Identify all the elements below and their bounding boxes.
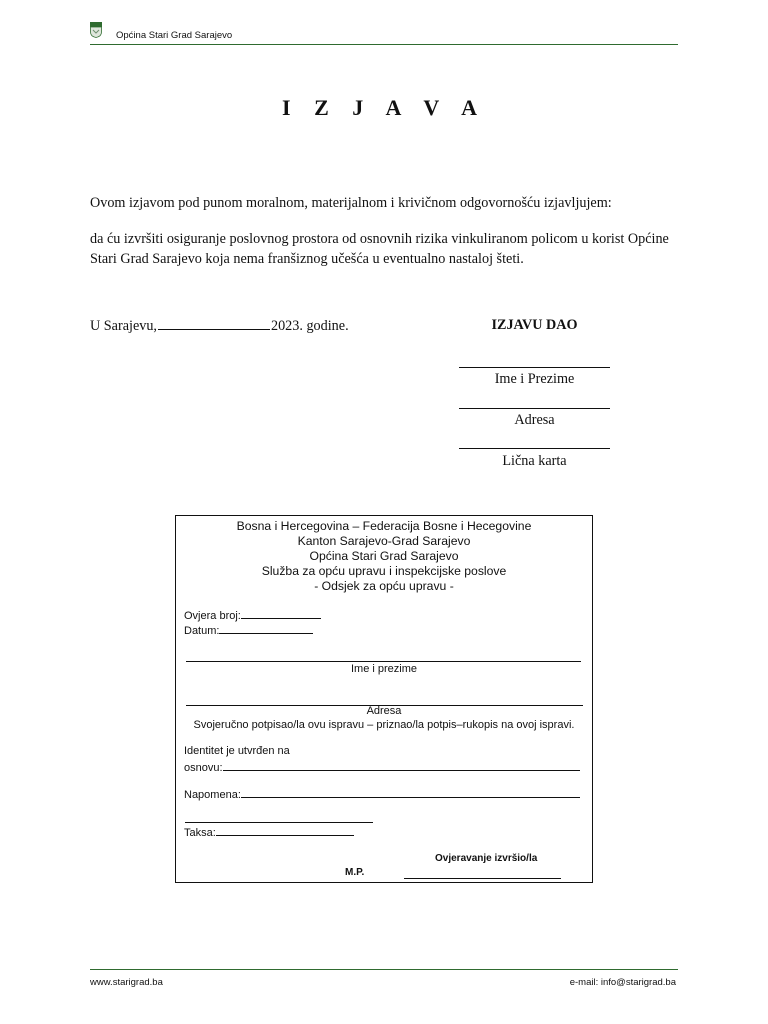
place-date-line — [90, 317, 349, 335]
signature-label-address: Adresa — [514, 412, 555, 428]
address-label: Adresa — [366, 705, 402, 717]
tax-field — [184, 825, 354, 839]
place-suffix: 2023. godine. — [270, 318, 349, 334]
authority-line-country: Bosna i Hercegovina – Federacija Bosne i Hecegovine — [236, 519, 532, 533]
verification-date-field — [184, 623, 313, 637]
signature-line-address[interactable] — [459, 408, 610, 409]
signature-acknowledgement: Svojeručno potpisao/la ovu ispravu – priznao/la potpis–rukopis na ovoj ispravi. — [193, 719, 575, 731]
signer-heading: IZJAVU DAO — [491, 317, 578, 333]
date-blank-field[interactable] — [158, 317, 270, 330]
verified-by-label: Ovjeravanje izvršio/la — [435, 853, 538, 864]
verification-number-blank[interactable] — [241, 608, 321, 619]
identity-label-line-2: osnovu: — [184, 762, 223, 774]
authority-line-service: Služba za opću upravu i inspekcijske poslove — [261, 564, 507, 578]
verification-authority — [175, 519, 593, 594]
tax-blank[interactable] — [216, 825, 354, 836]
note-blank[interactable] — [241, 787, 580, 798]
signature-line-id-card[interactable] — [459, 448, 610, 449]
signature-label-name: Ime i Prezime — [494, 371, 575, 387]
verification-number-label: Ovjera broj: — [184, 610, 241, 622]
identity-blank[interactable] — [223, 760, 580, 771]
seal-label: M.P. — [345, 867, 365, 878]
verification-number-field — [184, 608, 321, 622]
note-field — [184, 787, 580, 801]
verification-date-label: Datum: — [184, 625, 220, 637]
document-title: I Z J A V A — [282, 95, 486, 120]
header-municipality-name: Općina Stari Grad Sarajevo — [116, 30, 233, 41]
verification-date-blank[interactable] — [219, 623, 313, 634]
statement-intro: Ovom izjavom pod punom moralnom, materijalnom i krivičnom odgovornošću izjavljujem: — [90, 195, 612, 211]
authority-line-canton: Kanton Sarajevo-Grad Sarajevo — [297, 534, 471, 548]
note-label: Napomena: — [184, 789, 241, 801]
identity-label-line-1: Identitet je utvrđen na — [184, 745, 290, 757]
footer-divider — [90, 969, 678, 970]
name-blank-line[interactable] — [186, 661, 581, 662]
header-divider — [90, 44, 678, 45]
place-prefix: U Sarajevu, — [90, 318, 157, 334]
signature-line-name[interactable] — [459, 367, 610, 368]
tax-label: Taksa: — [184, 827, 216, 839]
signature-blank-line[interactable] — [185, 822, 373, 823]
footer-email[interactable]: e-mail: info@starigrad.ba — [569, 977, 676, 988]
municipality-logo — [90, 22, 102, 38]
signature-label-id-card: Lična karta — [502, 453, 567, 469]
verifier-signature-line[interactable] — [404, 878, 561, 879]
identity-field — [184, 760, 580, 774]
statement-body: da ću izvršiti osiguranje poslovnog prostora od osnovnih rizika vinkuliranom policom u korist Općine Stari Grad Sarajevo koja nema franšiznog učešća u eventualno nastaloj šteti. — [90, 231, 669, 267]
name-label: Ime i prezime — [350, 663, 418, 675]
authority-line-department: - Odsjek za opću upravu - — [314, 579, 454, 593]
footer-website[interactable]: www.starigrad.ba — [90, 977, 163, 988]
authority-line-municipality: Općina Stari Grad Sarajevo — [309, 549, 459, 563]
